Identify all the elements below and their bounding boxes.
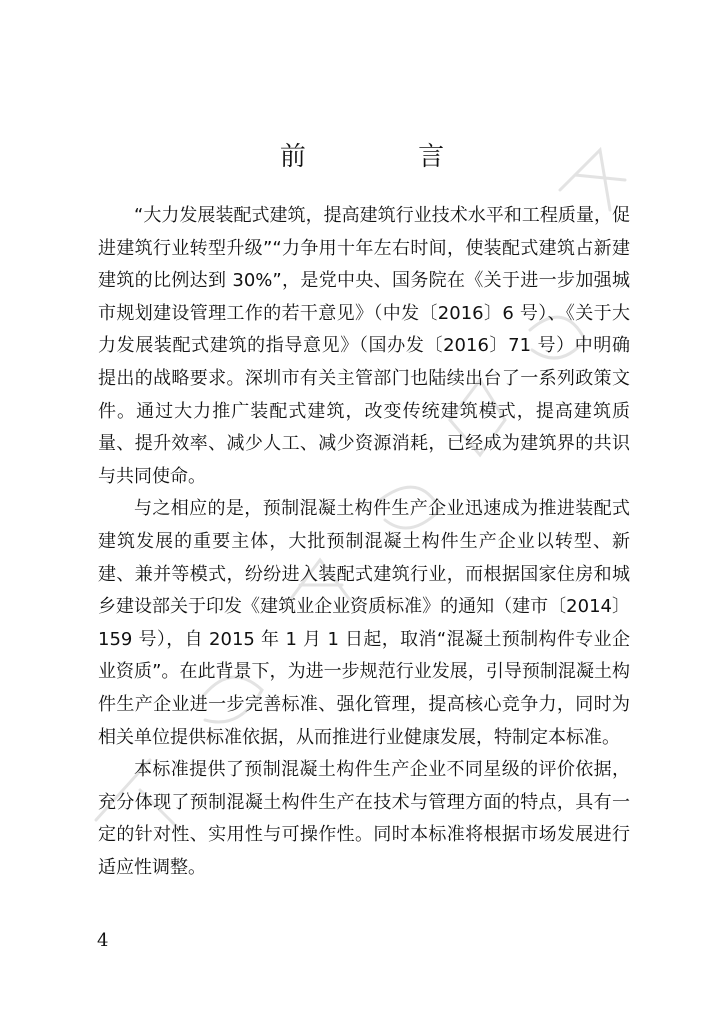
page-number: 4 [97, 930, 109, 951]
paragraph-1: “大力发展装配式建筑，提高建筑行业技术水平和工程质量，促进建筑行业转型升级”“力争用十年左右时间，使装配式建筑占新建建筑的比例达到 30%”，是党中央、国务院在《关于进一步加强城市规划建设管理工作的若干意见》（中发〔2016〕6 号）、《关于大力发展装配式建筑的指导意见》（国办发〔2016〕71 号）中明确提出的战略要求。深圳市有关主管部门也陆续出台了一系列政策文件。通过大力推广装配式建筑，改变传统建筑模式，提高建筑质量、提升效率、减少人工、减少资源消耗，已经成为建筑界的共识与共同使命。 [98, 205, 630, 487]
page-title: 前 言 [279, 142, 497, 172]
paragraph-2: 与之相应的是，预制混凝土构件生产企业迅速成为推进装配式建筑发展的重要主体，大批预制混凝土构件生产企业以转型、新建、兼并等模式，纷纷进入装配式建筑行业，而根据国家住房和城乡建设部关于印发《建筑业企业资质标准》的通知（建市〔2014〕159 号），自 2015 年 1 月 1 日起，取消“混凝土预制构件专业企业资质”。在此背景下，为进一步规范行业发展，引导预制混凝土构件生产企业进一步完善标准、强化管理，提高核心竞争力，同时为相关单位提供标准依据，从而推进行业健康发展，特制定本标准。 [98, 498, 630, 748]
body-text [98, 200, 630, 884]
paragraph-3: 本标准提供了预制混凝土构件生产企业不同星级的评价依据，充分体现了预制混凝土构件生产在技术与管理方面的特点，具有一定的针对性、实用性与可操作性。同时本标准将根据市场发展进行适应性调整。 [98, 759, 630, 878]
